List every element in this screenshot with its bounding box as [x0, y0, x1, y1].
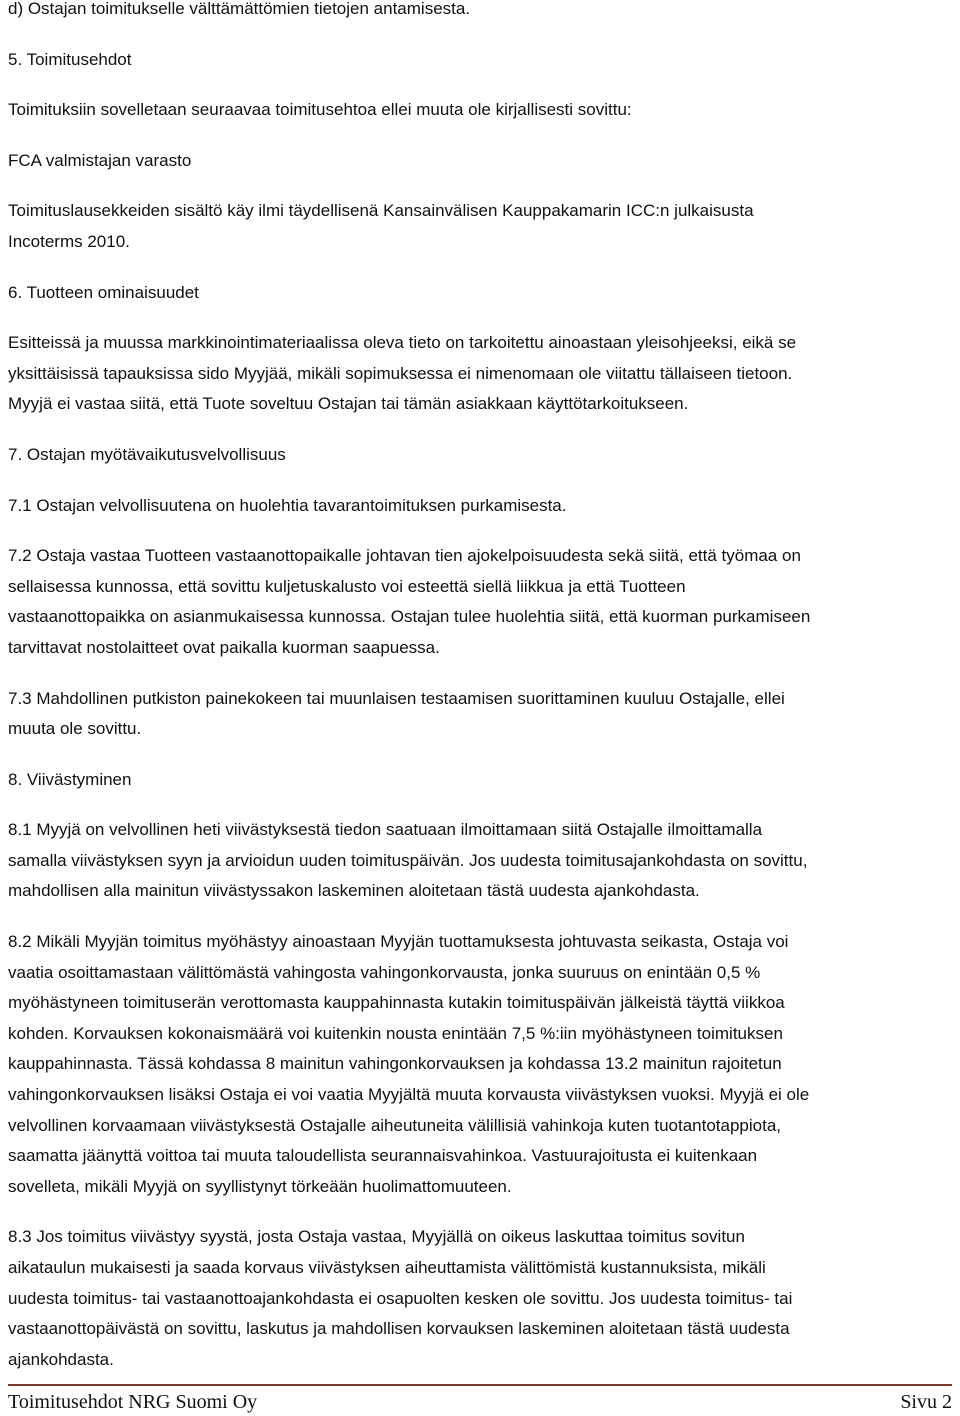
text-line: velvollinen korvaamaan viivästyksestä Ostajalle aiheutuneita välillisiä vahinkoja kuten tuotantotappiota,: [8, 1115, 782, 1135]
document-body: [8, 0, 954, 1395]
text-line: vastaanottopäivästä on sovittu, laskutus ja mahdollisen korvauksen laskeminen aloitetaan tästä uudesta: [8, 1319, 790, 1339]
section-heading: [8, 440, 954, 471]
paragraph: [8, 95, 954, 126]
text-line: muuta ole sovittu.: [8, 719, 142, 739]
paragraph: [8, 815, 954, 907]
text-line: kauppahinnasta. Tässä kohdassa 8 mainitun vahingonkorvauksen ja kohdassa 13.2 mainitun rajoitetun: [8, 1054, 782, 1074]
paragraph: [8, 1222, 954, 1375]
text-line: sellaisessa kunnossa, että sovittu kuljetuskalusto voi esteettä siellä liikkua ja että Tuotteen: [8, 576, 686, 596]
text-line: myöhästyneen toimituserän verottomasta kauppahinnasta kutakin toimituspäivän jälkeistä täyttä viikkoa: [8, 993, 785, 1013]
section-heading: [8, 45, 954, 76]
text-line: Toimituslausekkeiden sisältö käy ilmi täydellisenä Kansainvälisen Kauppakamarin ICC:n julkaisusta: [8, 201, 754, 221]
text-line: samalla viivästyksen syyn ja arvioidun uuden toimituspäivän. Jos uudesta toimitusajankohdasta on sovittu,: [8, 850, 808, 870]
text-line: kohden. Korvauksen kokonaismäärä voi kuitenkin nousta enintään 7,5 %:iin myöhästyneen toimituksen: [8, 1023, 783, 1043]
text-line: vastaanottopaikka on asianmukaisessa kunnossa. Ostajan tulee huolehtia siitä, että kuorman purkamiseen: [8, 607, 811, 627]
text-line: tarvittavat nostolaitteet ovat paikalla kuorman saapuessa.: [8, 637, 440, 657]
text-line: 7.1 Ostajan velvollisuutena on huolehtia tavarantoimituksen purkamisesta.: [8, 495, 567, 515]
text-line: Myyjä ei vastaa siitä, että Tuote soveltuu Ostajan tai tämän asiakkaan käyttötarkoitukseen.: [8, 394, 689, 414]
text-line: uudesta toimitus- tai vastaanottoajankohdasta ei osapuolten kesken ole sovittu. Jos uudesta toimitus- tai: [8, 1288, 793, 1308]
text-line: 5. Toimitusehdot: [8, 49, 132, 69]
text-line: 8. Viivästyminen: [8, 769, 132, 789]
text-line: sovelleta, mikäli Myyjä on syyllistynyt törkeään huolimattomuuteen.: [8, 1176, 512, 1196]
text-line: 7. Ostajan myötävaikutusvelvollisuus: [8, 444, 286, 464]
text-line: Toimituksiin sovelletaan seuraavaa toimitusehtoa ellei muuta ole kirjallisesti sovittu:: [8, 100, 632, 120]
text-line: 6. Tuotteen ominaisuudet: [8, 282, 199, 302]
text-line: 8.2 Mikäli Myyjän toimitus myöhästyy ainoastaan Myyjän tuottamuksesta johtuvasta seikasta, Ostaja voi: [8, 932, 789, 952]
paragraph: [8, 927, 954, 1202]
footer-page-number: Sivu 2: [900, 1391, 952, 1413]
text-line: FCA valmistajan varasto: [8, 150, 192, 170]
paragraph: [8, 684, 954, 745]
text-line: ajankohdasta.: [8, 1349, 114, 1369]
text-line: Incoterms 2010.: [8, 231, 130, 251]
paragraph: [8, 491, 954, 522]
text-line: yksittäisissä tapauksissa sido Myyjää, mikäli sopimuksessa ei nimenomaan ole viitattu tällaiseen tietoon.: [8, 363, 793, 383]
text-line: 8.1 Myyjä on velvollinen heti viivästyksestä tiedon saatuaan ilmoittamaan siitä Ostajalle ilmoittamalla: [8, 820, 763, 840]
text-line: vahingonkorvauksen lisäksi Ostaja ei voi vaatia Myyjältä muuta korvausta viivästyksen vuoksi. Myyjä ei ole: [8, 1085, 810, 1105]
text-line: vaatia osoittamastaan välittömästä vahingosta vahingonkorvausta, jonka suuruus on enintään 0,5 %: [8, 962, 761, 982]
text-line: 8.3 Jos toimitus viivästyy syystä, josta Ostaja vastaa, Myyjällä on oikeus laskuttaa toimitus sovitun: [8, 1227, 745, 1247]
text-line: d) Ostajan toimitukselle välttämättömien tietojen antamisesta.: [8, 0, 471, 18]
text-line: 7.2 Ostaja vastaa Tuotteen vastaanottopaikalle johtavan tien ajokelpoisuudesta sekä siitä, että työmaa on: [8, 546, 801, 566]
paragraph: [8, 328, 954, 420]
footer-company: Toimitusehdot NRG Suomi Oy: [8, 1391, 258, 1413]
paragraph: [8, 541, 954, 663]
paragraph: [8, 146, 954, 177]
page-footer: [8, 1384, 952, 1414]
section-heading: [8, 278, 954, 309]
section-heading: [8, 765, 954, 796]
paragraph: [8, 196, 954, 257]
text-line: aikataulun mukaisesti ja saada korvaus viivästyksen aiheuttamista välittömistä kustannuksista, mikäli: [8, 1258, 766, 1277]
text-line: Esitteissä ja muussa markkinointimateriaalissa oleva tieto on tarkoitettu ainoastaan yleisohjeeksi, eikä se: [8, 333, 797, 353]
text-line: saamatta jäänyttä voittoa tai muuta taloudellista seurannaisvahinkoa. Vastuurajoitusta ei kuitenkaan: [8, 1146, 758, 1166]
text-line: mahdollisen alla mainitun viivästyssakon laskeminen aloitetaan tästä uudesta ajankohdasta.: [8, 881, 700, 901]
paragraph: [8, 0, 954, 25]
text-line: 7.3 Mahdollinen putkiston painekokeen tai muunlaisen testaamisen suorittaminen kuuluu Ostajalle, ellei: [8, 688, 785, 708]
